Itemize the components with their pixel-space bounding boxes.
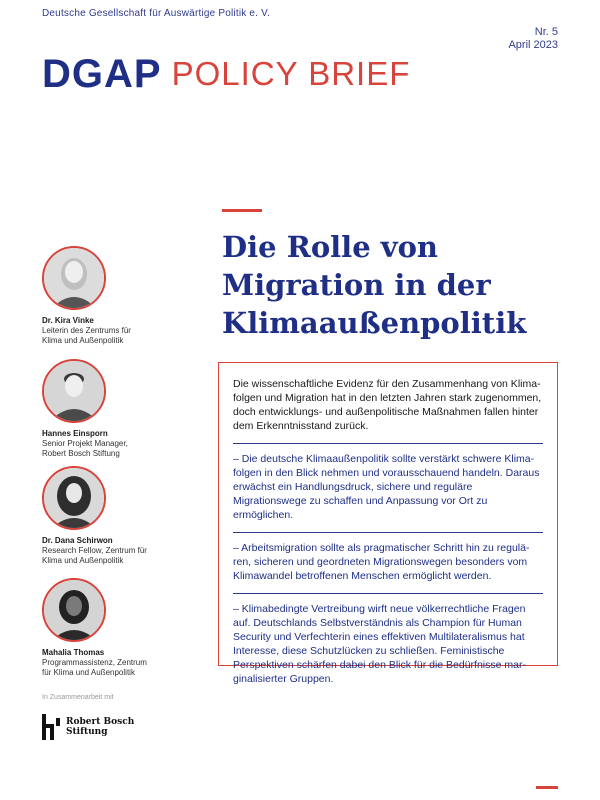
avatar (42, 466, 106, 530)
author-card (42, 466, 192, 566)
author-role: Programmassistenz, Zentrum für Klima und Außenpolitik (42, 658, 147, 677)
author-name: Dr. Kira Vinke (42, 316, 94, 325)
page-title: Die Rolle von Migration in der Klimaaußenpolitik (222, 230, 527, 340)
avatar (42, 359, 106, 423)
portrait-icon (44, 248, 104, 308)
summary-intro: Die wissenschaftliche Evidenz für den Zusammenhang von Klimafolgen und Migration hat in den letzten Jahren stark zugenommen, doch entwicklungs- und außenpolitische Maßnahmen fallen hinter dem Erkenntnisstand zurück. (233, 378, 542, 432)
footer-accent-rule (536, 786, 558, 789)
author-name: Mahalia Thomas (42, 648, 105, 657)
avatar (42, 246, 106, 310)
author-role: Research Fellow, Zentrum für Klima und Außenpolitik (42, 546, 147, 565)
summary-bullet: – Die deutsche Klimaaußenpolitik sollte verstärkt schwere Klimafolgen in den Blick nehmen und vorausschauend handeln. Daraus erwächst ein Handlungsdruck, sichere und reguläre Migrationswege zu schaffen und Anpassung vor Ort zu ermöglichen. (233, 443, 543, 532)
partner-name: Robert Bosch Stiftung (66, 717, 135, 737)
author-card (42, 359, 192, 459)
author-card (42, 578, 192, 678)
portrait-icon (44, 580, 104, 640)
issue-date: April 2023 (508, 39, 558, 51)
portrait-icon (44, 468, 104, 528)
summary-bullet: – Arbeitsmigration sollte als pragmatischer Schritt hin zu regulären, sicheren und geordneten Migrationswegen besonders vom Klimawandel betroffenen Menschen ermöglicht werden. (233, 532, 543, 593)
summary-box (218, 362, 558, 685)
author-role: Leiterin des Zentrums für Klima und Außenpolitik (42, 326, 131, 345)
title-accent-rule (222, 209, 262, 212)
issue-number: Nr. 5 (534, 26, 558, 38)
collaboration-label: In Zusammenarbeit mit (42, 694, 114, 701)
author-name: Hannes Einsporn (42, 429, 108, 438)
author-card (42, 246, 192, 346)
series-label: POLICY BRIEF (171, 55, 411, 92)
author-name: Dr. Dana Schirwon (42, 536, 113, 545)
issue-info (508, 26, 558, 52)
author-role: Senior Projekt Manager, Robert Bosch Stiftung (42, 439, 128, 458)
dgap-logo: DGAP (42, 52, 162, 96)
summary-bullet: – Klimabedingte Vertreibung wirft neue völkerrechtliche Fragen auf. Deutschlands Selbstverständnis als Champion für Human Security und Verfechterin eines effektiven Multilateralismus hat Interesse, diese Schutzlücken zu schließen. Feministische Perspektiven schärfen dabei den Blick für die Bedürfnisse marginalisierter Gruppen. (233, 593, 543, 696)
masthead (42, 52, 410, 96)
robert-bosch-stiftung-logo-icon (42, 714, 60, 740)
organization-name: Deutsche Gesellschaft für Auswärtige Politik e. V. (42, 8, 271, 19)
avatar (42, 578, 106, 642)
partner-logo (42, 714, 134, 740)
portrait-icon (44, 361, 104, 421)
